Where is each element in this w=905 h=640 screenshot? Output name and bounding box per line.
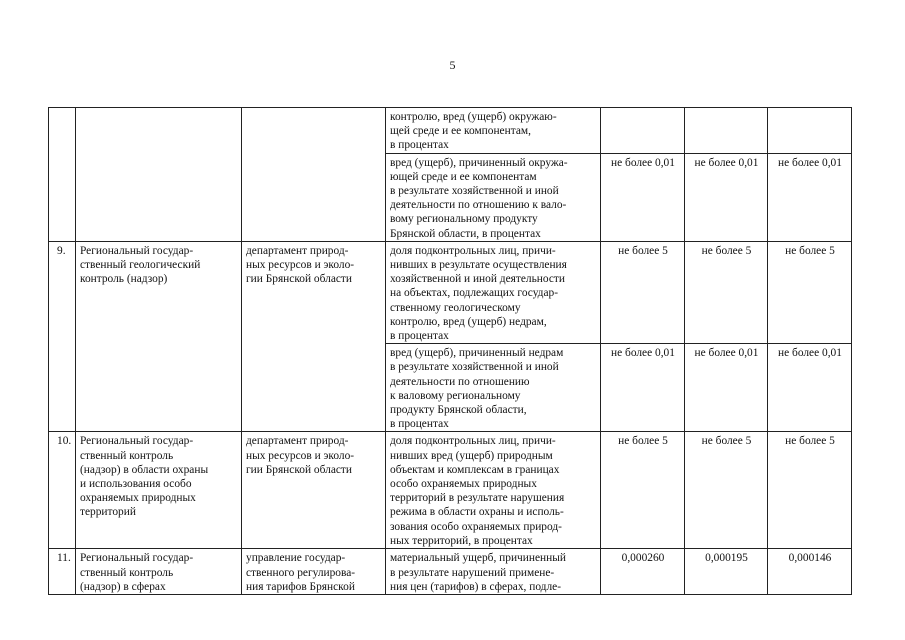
row-number-cell: 11. xyxy=(49,549,76,595)
row-number-cell: 10. xyxy=(49,432,76,549)
control-type-cell: Региональный государ- ственный геологический контроль (надзор) xyxy=(76,241,242,432)
page-number: 5 xyxy=(449,58,456,72)
department-cell: департамент природ- ных ресурсов и эколо- гии Брянской области xyxy=(242,241,386,432)
table-row xyxy=(49,549,852,595)
value-cell: не более 5 xyxy=(601,241,685,343)
value-cell: не более 5 xyxy=(685,241,768,343)
value-cell: 0,000195 xyxy=(685,549,768,595)
value-cell: не более 5 xyxy=(601,432,685,549)
value-cell: не более 0,01 xyxy=(768,153,852,241)
value-cell xyxy=(601,108,685,154)
department-cell: управление государ- ственного регулирова- ния тарифов Брянской xyxy=(242,549,386,595)
row-number-cell: 9. xyxy=(49,241,76,432)
value-cell: не более 0,01 xyxy=(768,344,852,432)
value-cell: не более 0,01 xyxy=(601,153,685,241)
table-row xyxy=(49,108,852,154)
value-cell xyxy=(768,108,852,154)
indicators-table xyxy=(48,107,852,595)
value-cell: не более 5 xyxy=(768,432,852,549)
value-cell xyxy=(685,108,768,154)
control-type-cell xyxy=(76,108,242,242)
control-type-cell: Региональный государ- ственный контроль (надзор) в сферах xyxy=(76,549,242,595)
value-cell: 0,000146 xyxy=(768,549,852,595)
indicator-cell: контролю, вред (ущерб) окружаю- щей среде и ее компонентам, в процентах xyxy=(386,108,601,154)
indicator-cell: доля подконтрольных лиц, причи- нивших вред (ущерб) природным объектам и комплексам в границах особо охраняемых природных территорий в результате нарушения режима в области охраны и исполь- зования особо охраняемых природ- ных территорий, в процентах xyxy=(386,432,601,549)
value-cell: не более 5 xyxy=(768,241,852,343)
indicator-cell: вред (ущерб), причиненный недрам в результате хозяйственной и иной деятельности по отношению к валовому региональному продукту Брянской области, в процентах xyxy=(386,344,601,432)
value-cell: 0,000260 xyxy=(601,549,685,595)
indicator-cell: материальный ущерб, причиненный в результате нарушений примене- ния цен (тарифов) в сферах, подле- xyxy=(386,549,601,595)
control-type-cell: Региональный государ- ственный контроль (надзор) в области охраны и использования особо охраняемых природных территорий xyxy=(76,432,242,549)
value-cell: не более 5 xyxy=(685,432,768,549)
table-row xyxy=(49,241,852,343)
value-cell: не более 0,01 xyxy=(601,344,685,432)
department-cell: департамент природ- ных ресурсов и эколо- гии Брянской области xyxy=(242,432,386,549)
department-cell xyxy=(242,108,386,242)
value-cell: не более 0,01 xyxy=(685,153,768,241)
row-number-cell xyxy=(49,108,76,242)
indicator-cell: вред (ущерб), причиненный окружа- ющей среде и ее компонентам в результате хозяйственной и иной деятельности по отношению к вало- вому региональному продукту Брянской области, в процентах xyxy=(386,153,601,241)
table-row xyxy=(49,432,852,549)
value-cell: не более 0,01 xyxy=(685,344,768,432)
indicator-cell: доля подконтрольных лиц, причи- нивших в результате осуществления хозяйственной и иной деятельности на объектах, подлежащих государ- ственному геологическому контролю, вред (ущерб) недрам, в процентах xyxy=(386,241,601,343)
